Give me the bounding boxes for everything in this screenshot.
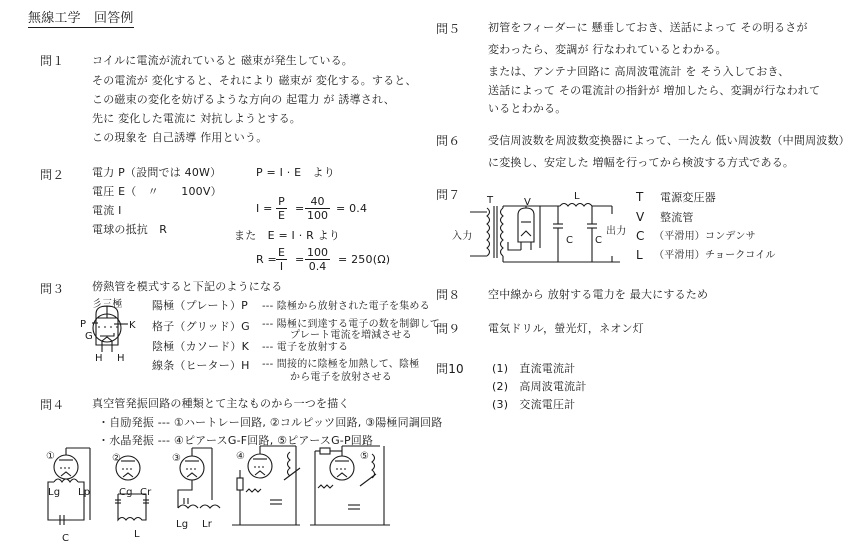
legend-desc: （平滑用）コンデンサ (654, 231, 756, 242)
rectifier-input-label: 入力 (452, 231, 473, 242)
legend-symbol: T (636, 190, 644, 204)
tube-label-h: H (95, 353, 103, 364)
electrode-desc-cont: プレート電流を増減させる (290, 330, 412, 341)
electrode-name: 陰極（カソード）K (152, 340, 250, 353)
tube-label-p: P (80, 319, 87, 330)
electrode-desc: --- 陰極から放射された電子を集める (262, 301, 430, 312)
q2-formula-power: P = I · E より (256, 166, 335, 179)
oscillator-circuit-tuned-plate (178, 448, 220, 508)
q1-line: コイルに電流が流れていると 磁束が発生している。 (92, 54, 353, 67)
q6-label: 問６ (436, 134, 461, 148)
oscillator-circuit-hartley (48, 448, 90, 525)
q10-item: (1) 直流電流計 (492, 362, 576, 375)
q5-line: 送話によって その電流計の指針が 増加したら、変調が行なわれて (488, 84, 821, 97)
rectifier-label-t: T (487, 195, 494, 206)
q2-fraction-e-i: $\frac{E}{I}$ (278, 246, 285, 273)
tube-label-k: K (129, 320, 136, 331)
circuit-number: ③ (172, 453, 182, 464)
q2-fraction-100-04: $\frac{100}{0.4}$ (307, 246, 328, 273)
rectifier-label-v: V (524, 197, 532, 208)
circuit-number: ① (46, 451, 56, 462)
q1-line: その電流が 変化すると、それにより 磁束が 変化する。すると、 (92, 74, 417, 87)
circuit-number: ② (112, 453, 122, 464)
triode-tube-diagram (92, 306, 128, 352)
circuit-label: Lg (48, 487, 61, 498)
q2-formula-ohm: また E = I · R より (234, 229, 341, 242)
q4-self-excited: ・自励発振 --- ①ハートレー回路, ②コルピッツ回路, ③陽極同調回路 (98, 416, 443, 429)
legend-symbol: L (636, 248, 643, 262)
circuit-label: Lp (78, 487, 91, 498)
rectifier-output-label: 出力 (606, 226, 627, 237)
q2-resistance-result: = 250(Ω) (338, 253, 391, 266)
q3-intro: 傍熱管を模式すると下記のようになる (92, 280, 283, 293)
circuit-number: ⑤ (360, 451, 370, 462)
q4-crystal: ・水晶発振 --- ④ピアースG-F回路, ⑤ピアースG-P回路 (98, 434, 374, 447)
legend-symbol: V (636, 210, 645, 224)
circuit-label: Lg (176, 519, 189, 530)
electrode-desc: --- 電子を放射する (262, 342, 349, 353)
oscillator-circuit-colpitts (115, 456, 149, 520)
q5-line: または、アンテナ回路に 高周波電流計 を そう入しておき、 (488, 65, 790, 78)
rectifier-label-c: C (595, 235, 603, 246)
q5-line: いるとわかる。 (488, 102, 567, 115)
q2-item: 電球の抵抗 R (92, 223, 168, 236)
q7-label: 問７ (436, 188, 461, 202)
q2-fraction-40-100: $\frac{40}{100}$ (307, 195, 328, 222)
legend-desc: （平滑用）チョークコイル (654, 250, 776, 261)
q3-label: 問３ (40, 282, 65, 296)
q4-intro: 真空管発振回路の種類とて主なものから一つを描く (92, 397, 350, 410)
q1-line: この磁束の変化を妨げるような方向の 起電力 が 誘導され、 (92, 93, 395, 106)
q1-line: 先に 変化した電流に 対抗しようとする。 (92, 112, 301, 125)
q6-line: に変換し、安定した 増幅を行ってから検波する方式である。 (488, 156, 795, 169)
legend-symbol: C (636, 229, 645, 243)
q2-item: 電流 I (92, 204, 122, 217)
electrode-desc-cont: から電子を放射させる (290, 372, 392, 383)
oscillator-circuit-pierce-gf (232, 446, 300, 525)
q5-line: 変わったら、変調が 行なわれているとわかる。 (488, 43, 727, 56)
electrode-desc: --- 間接的に陰極を加熱して、陰極 (262, 359, 420, 370)
q6-line: 受信周波数を周波数変換器によって、一たん 低い周波数（中間周波数） (488, 134, 850, 147)
q2-label: 問２ (40, 168, 65, 182)
circuit-number: ④ (236, 451, 246, 462)
q1-line: この現象を 自己誘導 作用という。 (92, 131, 268, 144)
rectifier-label-l: L (574, 191, 580, 202)
q2-eq: = (295, 202, 305, 215)
circuit-label: Cg (119, 487, 133, 498)
q2-item: 電圧 E（ 〃 100V） (92, 185, 222, 198)
q2-formula-current-lhs: I = (256, 202, 273, 215)
q9-answer: 電気ドリル，螢光灯，ネオン灯 (488, 322, 644, 335)
oscillator-circuit-pierce-gp (310, 446, 390, 525)
circuit-label: C (62, 533, 70, 544)
q1-label: 問１ (40, 54, 65, 68)
q2-item: 電力 P（設問では 40W） (92, 166, 222, 179)
electrode-name: 陽極（プレート）P (152, 299, 248, 312)
legend-desc: 整流管 (660, 211, 694, 224)
q10-label: 問10 (436, 362, 464, 376)
q2-fraction-p-e: $\frac{P}{E}$ (278, 195, 285, 222)
q2-eq: = (295, 253, 305, 266)
q2-current-result: = 0.4 (336, 202, 368, 215)
page-title: 無線工学 回答例 (28, 11, 134, 26)
q10-item: (3) 交流電圧計 (492, 398, 576, 411)
rectifier-label-c: C (566, 235, 574, 246)
q8-label: 問８ (436, 288, 461, 302)
q5-label: 問５ (436, 22, 461, 36)
q3-diagram-label: 彡三極 (92, 299, 123, 310)
circuit-label: Lr (202, 519, 213, 530)
q8-answer: 空中線から 放射する電力を 最大にするため (488, 288, 709, 301)
q5-line: 初管をフィーダーに 懸垂しておき、送話によって その明るさが (488, 21, 808, 34)
q4-label: 問４ (40, 398, 65, 412)
q9-label: 問９ (436, 322, 461, 336)
circuit-label: Cr (140, 487, 152, 498)
q10-item: (2) 高周波電流計 (492, 380, 587, 393)
tube-label-g: G (85, 331, 93, 342)
q2-formula-resistance-lhs: R = (256, 253, 277, 266)
circuit-label: L (134, 529, 140, 540)
electrode-name: 線条（ヒーター）H (152, 359, 250, 372)
rectifier-circuit-diagram (470, 204, 620, 263)
tube-label-h: H (117, 353, 125, 364)
legend-desc: 電源変圧器 (660, 191, 716, 204)
electrode-desc: --- 陽極に到達する電子の数を制御して (262, 319, 441, 330)
electrode-name: 格子（グリッド）G (152, 320, 250, 333)
